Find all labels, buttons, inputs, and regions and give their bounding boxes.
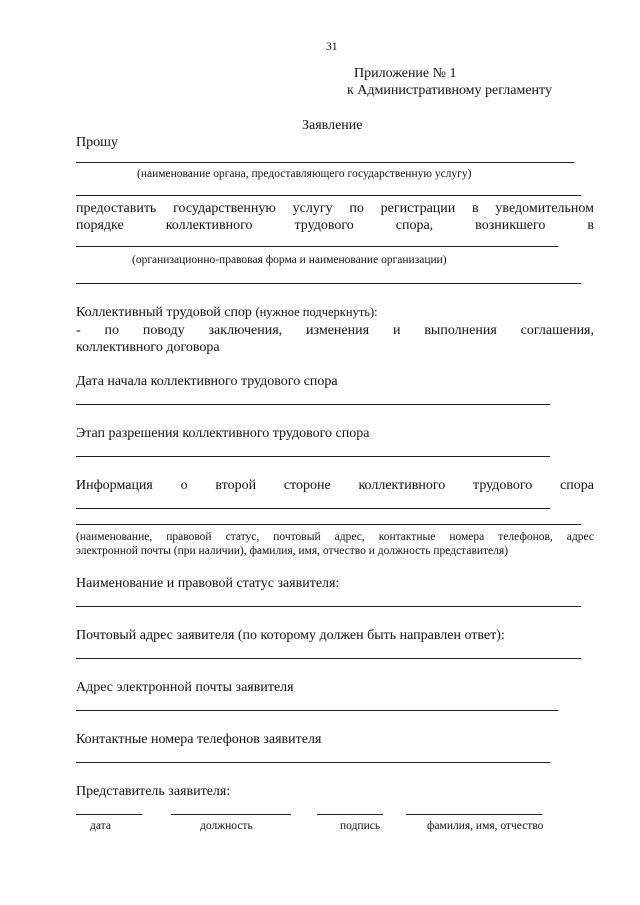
dispute-type-note: (нужное подчеркнуть):	[255, 305, 378, 319]
position-line[interactable]	[171, 814, 291, 815]
email-label: Адрес электронной почты заявителя	[76, 680, 294, 695]
dispute-option-line-2[interactable]: коллективного договора	[76, 340, 220, 355]
other-party-hint-line-1: (наименование, правовой статус, почтовый адрес, контактные номера телефонов, адрес	[76, 531, 594, 543]
dispute-type-label	[76, 305, 378, 321]
start-date-label: Дата начала коллективного трудового спора	[76, 374, 338, 389]
dispute-type-label-main: Коллективный трудовой спор	[76, 305, 252, 320]
authority-name-line[interactable]	[76, 162, 574, 163]
postal-address-label: Почтовый адрес заявителя (по которому должен быть направлен ответ):	[76, 628, 505, 643]
document-title: Заявление	[302, 118, 363, 133]
regulation-reference: к Административному регламенту	[347, 83, 552, 98]
postal-address-line[interactable]	[76, 658, 581, 659]
full-name-caption: фамилия, имя, отчество	[427, 820, 544, 832]
signature-line[interactable]	[317, 814, 383, 815]
position-caption: должность	[200, 820, 253, 832]
phones-line[interactable]	[76, 762, 550, 763]
request-body-line-1: предоставить государственную услугу по регистрации в уведомительном	[76, 201, 594, 216]
other-party-line-2[interactable]	[76, 524, 581, 525]
date-caption: дата	[90, 820, 111, 832]
authority-name-line-2[interactable]	[76, 195, 581, 196]
other-party-line[interactable]	[76, 508, 550, 509]
request-body-line-2: порядке коллективного трудового спора, возникшего в	[76, 218, 594, 233]
representative-label: Представитель заявителя:	[76, 784, 231, 799]
email-line[interactable]	[76, 710, 558, 711]
organization-line-2[interactable]	[76, 283, 581, 284]
authority-name-hint: (наименование органа, предоставляющего государственную услугу)	[137, 168, 472, 180]
page-number: 31	[326, 41, 338, 53]
stage-label: Этап разрешения коллективного трудового спора	[76, 426, 370, 441]
start-date-line[interactable]	[76, 404, 550, 405]
applicant-name-label: Наименование и правовой статус заявителя:	[76, 576, 340, 591]
phones-label: Контактные номера телефонов заявителя	[76, 732, 322, 747]
dispute-option-line-1[interactable]: - по поводу заключения, изменения и выполнения соглашения,	[76, 323, 594, 338]
appendix-heading: Приложение № 1	[354, 66, 457, 81]
request-label: Прошу	[76, 135, 118, 150]
stage-line[interactable]	[76, 456, 550, 457]
other-party-hint-line-2: электронной почты (при наличии), фамилия, имя, отчество и должность представителя)	[76, 545, 509, 557]
other-party-label: Информация о второй стороне коллективного трудового спора	[76, 478, 594, 493]
organization-line[interactable]	[76, 246, 558, 247]
date-line[interactable]	[76, 814, 142, 815]
full-name-line[interactable]	[406, 814, 542, 815]
signature-caption: подпись	[340, 820, 381, 832]
organization-hint: (организационно-правовая форма и наименование организации)	[132, 254, 447, 266]
applicant-name-line[interactable]	[76, 606, 581, 607]
